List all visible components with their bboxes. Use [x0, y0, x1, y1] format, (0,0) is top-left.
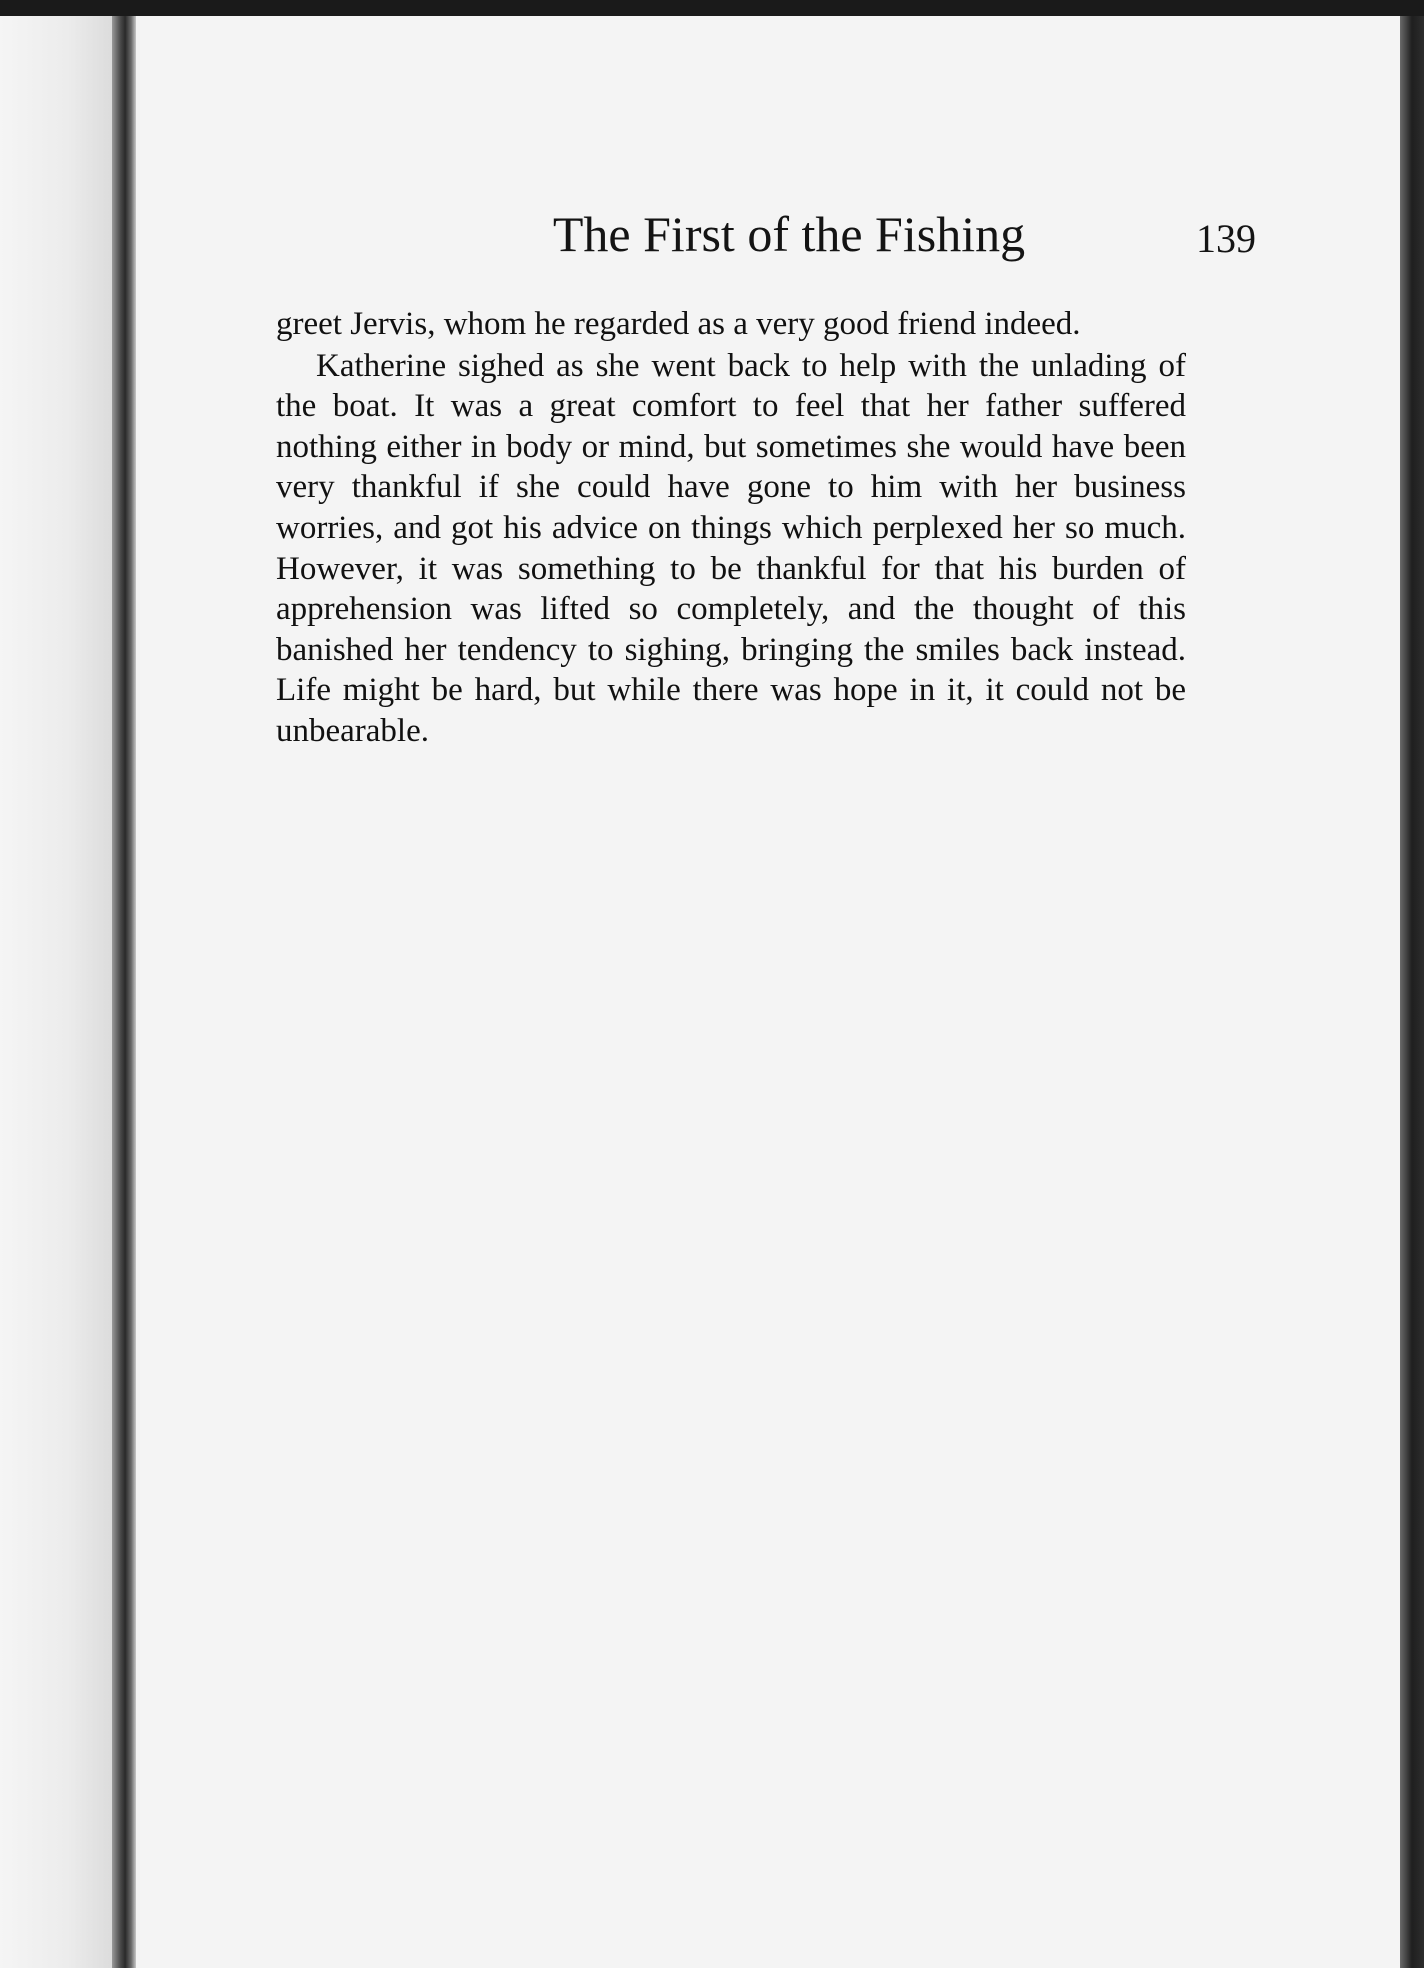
- paragraph: Katherine sighed as she went back to help with the unlading of the boat. It was a great comfort to feel that her father suffered nothing either in body or mind, but sometimes she would have been very thankful if she could have gone to him with her business worries, and got his advice on things which perplexed her so much. However, it was something to be thankful for that his burden of apprehension was lifted so completely, and the thought of this banished her tendency to sighing, bringing the smiles back instead. Life might be hard, but while there was hope in it, it could not be unbearable.: [276, 347, 1186, 749]
- running-title: The First of the Fishing: [552, 206, 1026, 262]
- page-edge: [1400, 16, 1424, 1968]
- body-text: [276, 304, 1186, 752]
- book-page: [136, 16, 1400, 1968]
- page-number: 139: [1196, 216, 1256, 261]
- scan-top-edge: [0, 0, 1424, 16]
- paragraph-continuation: greet Jervis, whom he regarded as a very good friend indeed.: [276, 306, 1081, 342]
- running-head: [136, 194, 1400, 274]
- facing-page-strip: [0, 16, 112, 1968]
- book-gutter: [112, 16, 136, 1968]
